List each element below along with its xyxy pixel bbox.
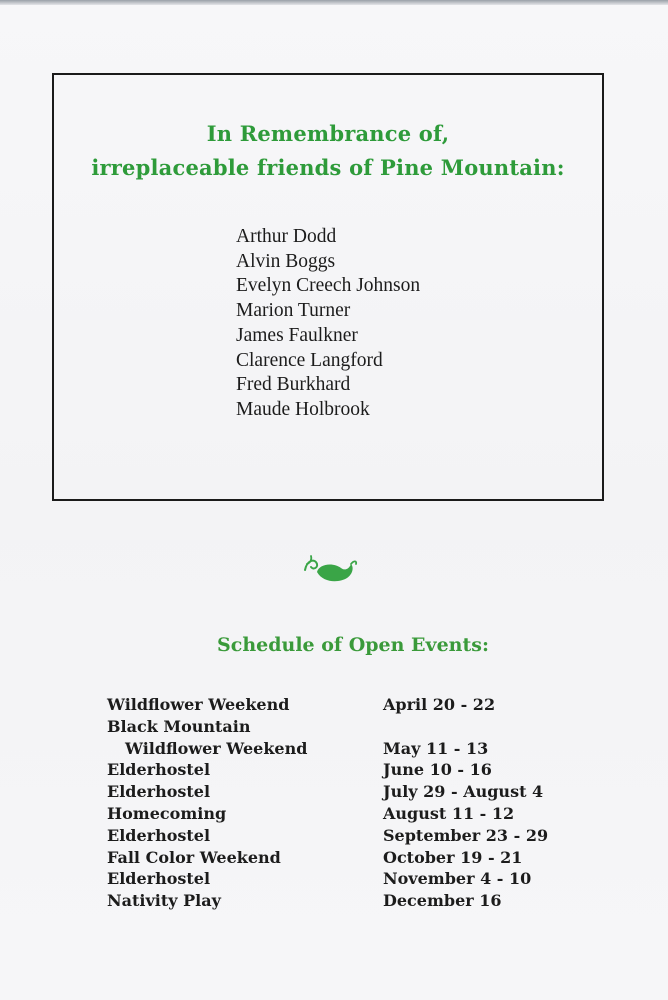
memorial-heading-line2: irreplaceable friends of Pine Mountain: (91, 155, 565, 180)
event-row (107, 738, 587, 760)
event-date: July 29 - August 4 (383, 782, 544, 802)
event-date: April 20 - 22 (383, 695, 496, 714)
event-name: Elderhostel (107, 869, 211, 889)
event-row (107, 847, 587, 869)
event-name: Elderhostel (107, 825, 211, 845)
event-date: October 19 - 21 (383, 847, 523, 867)
page-top-edge (0, 0, 668, 5)
event-name: Black Mountain (107, 716, 251, 736)
memorial-name: Arthur Dodd (236, 226, 337, 247)
memorial-name: Fred Burkhard (236, 374, 351, 396)
event-row (107, 759, 587, 781)
memorial-name: Marion Turner (236, 300, 351, 322)
event-date: May 11 - 13 (383, 738, 489, 758)
leaf-vine-ornament-icon (301, 552, 359, 586)
event-date: June 10 - 16 (383, 760, 492, 780)
event-name: Wildflower Weekend (125, 738, 308, 758)
memorial-name: Clarence Langford (236, 349, 383, 371)
event-name: Homecoming (107, 803, 227, 823)
event-name: Elderhostel (107, 782, 211, 802)
memorial-name: Evelyn Creech Johnson (236, 275, 421, 297)
schedule-title: Schedule of Open Events: (217, 634, 489, 656)
event-date: September 23 - 29 (383, 825, 549, 845)
memorial-name: Alvin Boggs (236, 250, 336, 272)
event-date: November 4 - 10 (383, 869, 532, 889)
memorial-box (52, 73, 604, 501)
memorial-names-list (236, 225, 420, 423)
memorial-heading-line1: In Remembrance of, (206, 121, 450, 146)
event-date: December 16 (383, 891, 502, 911)
event-row (107, 803, 587, 825)
event-name: Elderhostel (107, 760, 211, 780)
event-row (107, 868, 587, 890)
event-row (107, 890, 587, 912)
event-row (107, 716, 587, 738)
event-name: Fall Color Weekend (107, 847, 281, 867)
event-row (107, 825, 587, 847)
events-list (107, 694, 587, 912)
event-name: Nativity Play (107, 891, 221, 911)
memorial-name: James Faulkner (236, 324, 358, 346)
memorial-name: Maude Holbrook (236, 398, 370, 420)
memorial-heading (54, 117, 602, 185)
event-date: August 11 - 12 (383, 803, 515, 823)
event-row (107, 694, 587, 716)
event-row (107, 781, 587, 803)
event-name: Wildflower Weekend (107, 695, 290, 714)
